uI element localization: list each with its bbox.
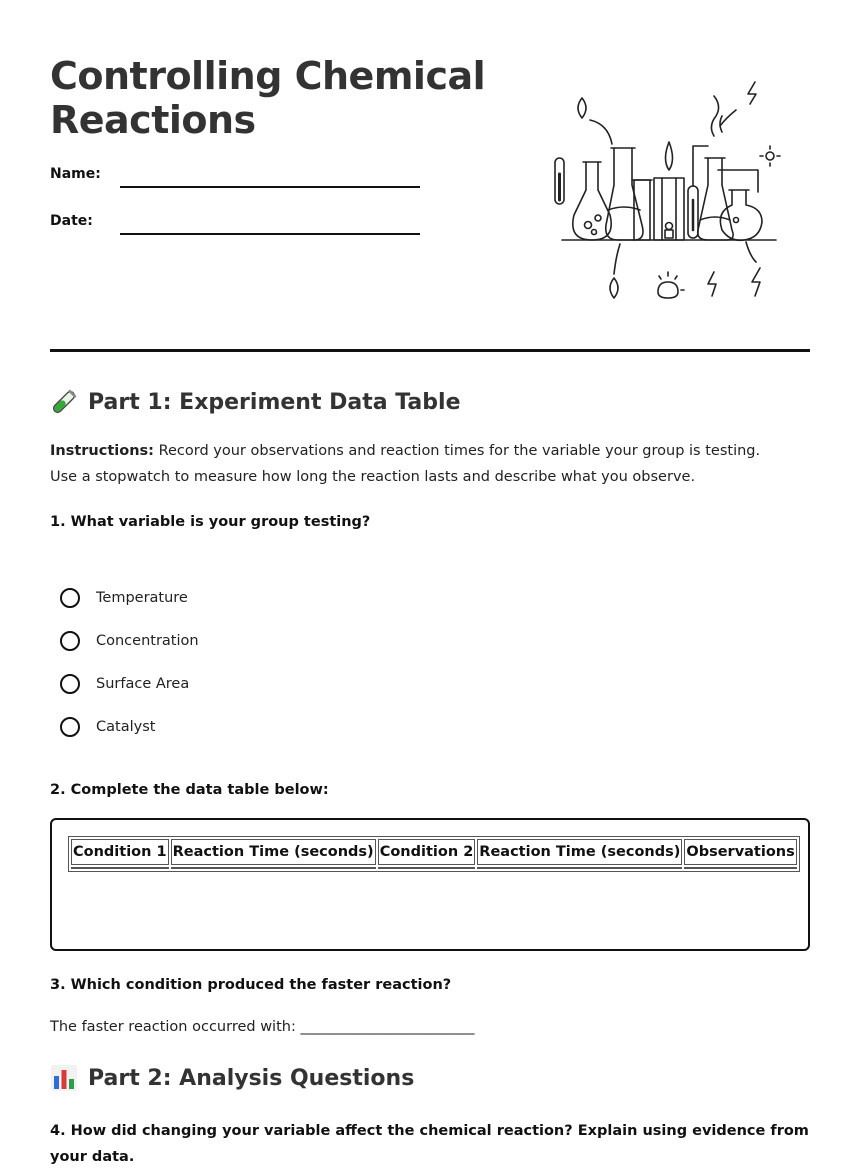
table-cell[interactable] <box>171 867 376 869</box>
option-temperature[interactable] <box>60 576 199 619</box>
table-header-row <box>71 839 797 865</box>
option-label: Concentration <box>96 632 199 649</box>
header-condition-2: Condition 2 <box>378 839 476 865</box>
part2-title <box>50 1064 414 1092</box>
table-cell[interactable] <box>71 867 169 869</box>
table-cell[interactable] <box>477 867 682 869</box>
worksheet-header <box>50 0 810 352</box>
page-title: Controlling Chemical Reactions <box>50 54 486 142</box>
data-table <box>68 836 800 872</box>
option-surface-area[interactable] <box>60 662 199 705</box>
part1-title <box>50 388 461 416</box>
name-label: Name: <box>50 166 101 182</box>
option-label: Catalyst <box>96 718 156 735</box>
header-divider <box>50 349 810 352</box>
date-label: Date: <box>50 213 93 229</box>
radio-button[interactable] <box>60 588 80 608</box>
radio-button[interactable] <box>60 717 80 737</box>
question-3: 3. Which condition produced the faster reaction? <box>50 977 452 993</box>
option-label: Temperature <box>96 589 188 606</box>
name-line[interactable] <box>120 186 420 188</box>
date-field[interactable] <box>50 213 420 237</box>
variable-options <box>60 576 199 748</box>
header-observations: Observations <box>684 839 796 865</box>
header-reaction-time-2: Reaction Time (seconds) <box>477 839 682 865</box>
bar-chart-icon <box>50 1064 78 1092</box>
data-table-box <box>50 818 810 951</box>
table-cell[interactable] <box>378 867 476 869</box>
option-concentration[interactable] <box>60 619 199 662</box>
table-cell[interactable] <box>684 867 796 869</box>
question-4: 4. How did changing your variable affect the chemical reaction? Explain using evidence from your data. <box>50 1123 809 1165</box>
part1-title-text: Part 1: Experiment Data Table <box>88 389 461 415</box>
radio-button[interactable] <box>60 631 80 651</box>
radio-button[interactable] <box>60 674 80 694</box>
question-2: 2. Complete the data table below: <box>50 782 329 798</box>
table-row[interactable] <box>71 867 797 869</box>
faster-reaction-answer[interactable]: The faster reaction occurred with: ________________________ <box>50 1019 475 1035</box>
part2-title-text: Part 2: Analysis Questions <box>88 1065 415 1091</box>
question-1: 1. What variable is your group testing? <box>50 514 371 530</box>
instructions-label: Instructions: <box>50 443 154 459</box>
name-field[interactable] <box>50 166 420 190</box>
option-label: Surface Area <box>96 675 190 692</box>
test-tube-icon <box>50 388 78 416</box>
worksheet-page <box>50 0 810 1165</box>
instructions-text: Record your observations and reaction times for the variable your group is testing. Use a stopwatch to measure how long the reaction lasts and describe what you observe. <box>50 443 761 485</box>
instructions <box>50 438 790 490</box>
header-condition-1: Condition 1 <box>71 839 169 865</box>
header-reaction-time-1: Reaction Time (seconds) <box>171 839 376 865</box>
lab-glassware-illustration <box>550 70 790 310</box>
option-catalyst[interactable] <box>60 705 199 748</box>
date-line[interactable] <box>120 233 420 235</box>
